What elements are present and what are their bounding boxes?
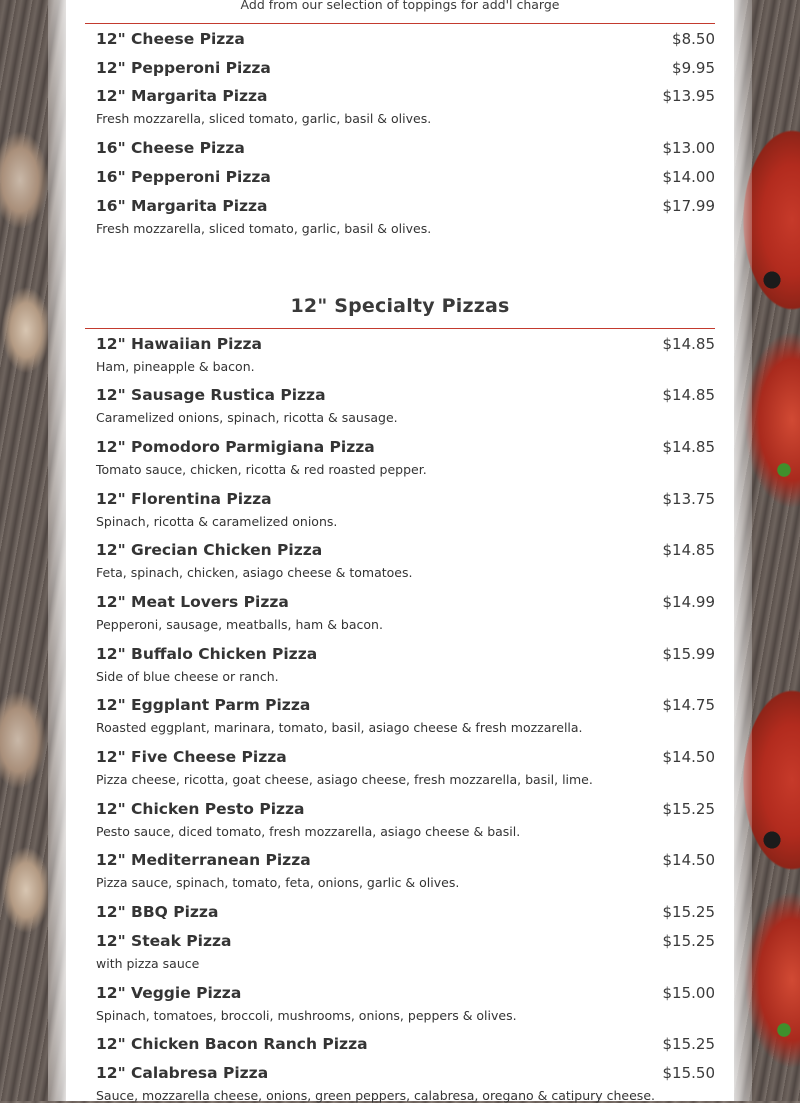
item-name: 12" Veggie Pizza (96, 984, 242, 1002)
item-description: Pesto sauce, diced tomato, fresh mozzarella, asiago cheese & basil. (96, 824, 521, 839)
item-price: $14.99 (662, 593, 715, 611)
item-price: $15.25 (662, 903, 715, 921)
section-divider-top (85, 23, 715, 24)
item-description: Fresh mozzarella, sliced tomato, garlic, basil & olives. (96, 111, 432, 126)
item-description: Ham, pineapple & bacon. (96, 359, 255, 374)
item-price: $14.85 (662, 438, 715, 456)
item-name: 12" Sausage Rustica Pizza (96, 386, 326, 404)
section-title-specialty: 12" Specialty Pizzas (290, 295, 510, 317)
item-name: 12" Eggplant Parm Pizza (96, 696, 311, 714)
item-name: 12" Hawaiian Pizza (96, 335, 262, 353)
item-name: 16" Pepperoni Pizza (96, 168, 271, 186)
item-name: 12" Chicken Pesto Pizza (96, 800, 305, 818)
item-price: $14.75 (662, 696, 715, 714)
item-description: Tomato sauce, chicken, ricotta & red roasted pepper. (96, 462, 427, 477)
item-description: Caramelized onions, spinach, ricotta & sausage. (96, 410, 398, 425)
item-description: Feta, spinach, chicken, asiago cheese & tomatoes. (96, 565, 413, 580)
item-description: with pizza sauce (96, 956, 200, 971)
item-price: $14.85 (662, 541, 715, 559)
item-price: $13.95 (662, 87, 715, 105)
item-description: Fresh mozzarella, sliced tomato, garlic, basil & olives. (96, 221, 432, 236)
item-price: $8.50 (672, 30, 715, 48)
item-price: $15.25 (662, 932, 715, 950)
item-price: $14.85 (662, 386, 715, 404)
item-price: $15.25 (662, 1035, 715, 1053)
item-name: 12" Calabresa Pizza (96, 1064, 269, 1082)
wood-mushroom-background-left (0, 0, 48, 1101)
item-description: Spinach, tomatoes, broccoli, mushrooms, onions, peppers & olives. (96, 1008, 517, 1023)
item-price: $15.00 (662, 984, 715, 1002)
right-fade (732, 0, 752, 1101)
item-name: 12" Five Cheese Pizza (96, 748, 287, 766)
item-price: $15.50 (662, 1064, 715, 1082)
item-name: 12" Mediterranean Pizza (96, 851, 311, 869)
item-description: Side of blue cheese or ranch. (96, 669, 279, 684)
item-price: $14.50 (662, 748, 715, 766)
item-price: $13.75 (662, 490, 715, 508)
item-price: $15.99 (662, 645, 715, 663)
item-description: Roasted eggplant, marinara, tomato, basil, asiago cheese & fresh mozzarella. (96, 720, 583, 735)
item-name: 12" Steak Pizza (96, 932, 232, 950)
item-name: 12" BBQ Pizza (96, 903, 219, 921)
section-divider-specialty (85, 328, 715, 329)
item-name: 12" Margarita Pizza (96, 87, 268, 105)
item-name: 12" Grecian Chicken Pizza (96, 541, 323, 559)
item-name: 12" Cheese Pizza (96, 30, 245, 48)
item-price: $17.99 (662, 197, 715, 215)
item-description: Pepperoni, sausage, meatballs, ham & bacon. (96, 617, 383, 632)
item-name: 12" Pomodoro Parmigiana Pizza (96, 438, 375, 456)
left-fade (48, 0, 68, 1101)
item-name: 12" Pepperoni Pizza (96, 59, 271, 77)
item-price: $14.50 (662, 851, 715, 869)
item-name: 16" Margarita Pizza (96, 197, 268, 215)
item-price: $14.00 (662, 168, 715, 186)
item-price: $14.85 (662, 335, 715, 353)
item-description: Sauce, mozzarella cheese, onions, green peppers, calabresa, oregano & catipury cheese. (96, 1088, 655, 1103)
item-description: Spinach, ricotta & caramelized onions. (96, 514, 338, 529)
item-description: Pizza sauce, spinach, tomato, feta, onions, garlic & olives. (96, 875, 460, 890)
item-name: 12" Chicken Bacon Ranch Pizza (96, 1035, 368, 1053)
item-price: $9.95 (672, 59, 715, 77)
item-name: 16" Cheese Pizza (96, 139, 245, 157)
toppings-note: Add from our selection of toppings for add'l charge (240, 0, 560, 12)
item-name: 12" Buffalo Chicken Pizza (96, 645, 318, 663)
item-price: $15.25 (662, 800, 715, 818)
item-name: 12" Meat Lovers Pizza (96, 593, 289, 611)
item-price: $13.00 (662, 139, 715, 157)
item-description: Pizza cheese, ricotta, goat cheese, asiago cheese, fresh mozzarella, basil, lime. (96, 772, 593, 787)
item-name: 12" Florentina Pizza (96, 490, 272, 508)
